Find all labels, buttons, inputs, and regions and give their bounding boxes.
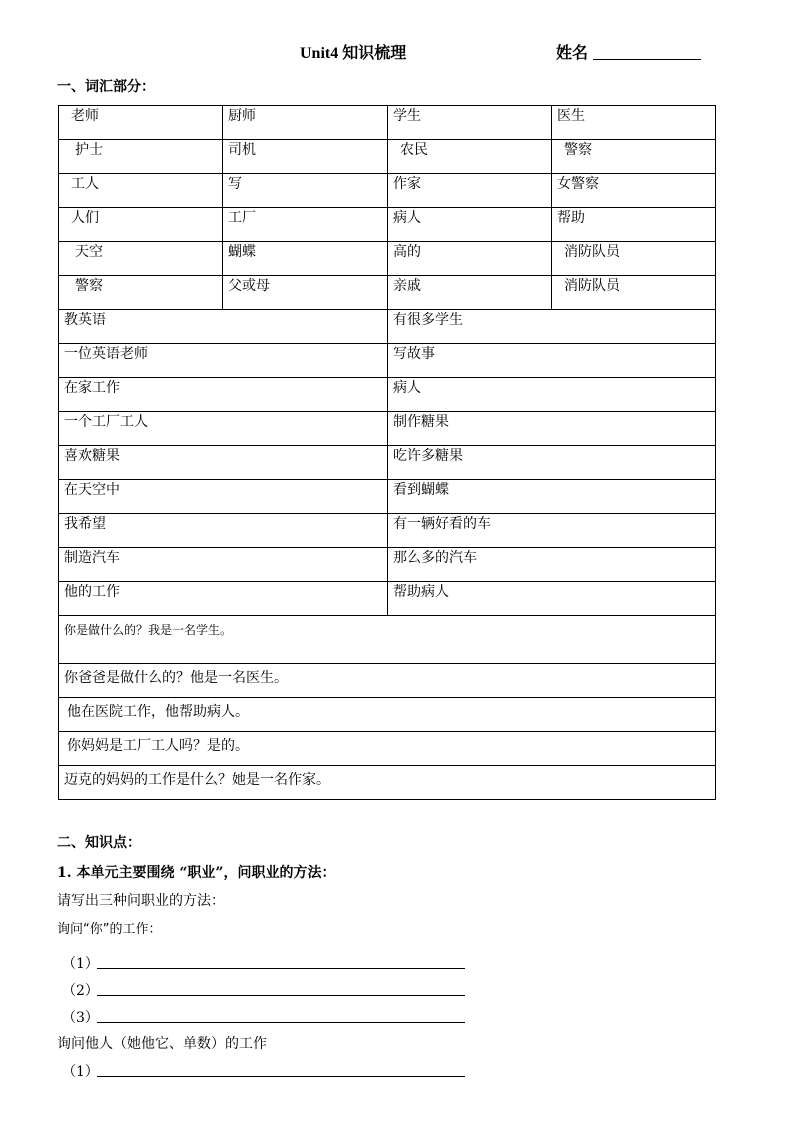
word-cell: 厨师 — [223, 106, 388, 140]
word-cell: 消防队员 — [552, 276, 716, 310]
phrase-row — [59, 378, 716, 412]
knowledge-point-1-title: 1. 本单元主要围绕 “职业”，问职业的方法： — [57, 865, 336, 881]
word-cell: 警察 — [552, 140, 716, 174]
phrase-row — [59, 548, 716, 582]
blank-number: （3） — [62, 1010, 99, 1026]
word-row — [59, 106, 716, 140]
word-cell: 警察 — [59, 276, 223, 310]
phrase-cell: 制作糖果 — [388, 412, 716, 446]
name-blank-line[interactable] — [593, 59, 701, 60]
blank-number: （2） — [62, 983, 99, 999]
section2-heading: 二、知识点： — [57, 835, 141, 851]
phrase-row — [59, 310, 716, 344]
word-cell: 工厂 — [223, 208, 388, 242]
phrase-cell: 那么多的汽车 — [388, 548, 716, 582]
phrase-cell: 在家工作 — [59, 378, 388, 412]
sentence-row — [59, 766, 716, 800]
sentence-cell: 他在医院工作，他帮助病人。 — [59, 698, 716, 732]
word-cell: 病人 — [388, 208, 552, 242]
name-label: 姓名 — [556, 43, 589, 62]
page-title: Unit4 知识梳理 — [300, 45, 407, 62]
phrase-cell: 写故事 — [388, 344, 716, 378]
word-cell: 农民 — [388, 140, 552, 174]
word-cell: 父或母 — [223, 276, 388, 310]
phrase-cell: 我希望 — [59, 514, 388, 548]
sentence-row — [59, 616, 716, 664]
word-cell: 人们 — [59, 208, 223, 242]
sentence-row — [59, 698, 716, 732]
word-cell: 写 — [223, 174, 388, 208]
word-cell: 亲戚 — [388, 276, 552, 310]
word-cell: 老师 — [59, 106, 223, 140]
sentence-cell: 迈克的妈妈的工作是什么？她是一名作家。 — [59, 766, 716, 800]
word-cell: 作家 — [388, 174, 552, 208]
word-cell: 司机 — [223, 140, 388, 174]
phrase-row — [59, 344, 716, 378]
blank-number: （1） — [62, 1064, 99, 1080]
word-cell: 天空 — [59, 242, 223, 276]
answer-blank-line[interactable] — [97, 968, 465, 969]
sentence-row — [59, 732, 716, 766]
phrase-cell: 有很多学生 — [388, 310, 716, 344]
phrase-cell: 他的工作 — [59, 582, 388, 616]
word-cell: 消防队员 — [552, 242, 716, 276]
ask-others-label: 询问他人（她他它、单数）的工作 — [57, 1036, 267, 1052]
phrase-cell: 制造汽车 — [59, 548, 388, 582]
phrase-cell: 吃许多糖果 — [388, 446, 716, 480]
phrase-cell: 一个工厂工人 — [59, 412, 388, 446]
sentence-row — [59, 664, 716, 698]
phrase-cell: 一位英语老师 — [59, 344, 388, 378]
phrase-cell: 病人 — [388, 378, 716, 412]
word-cell: 女警察 — [552, 174, 716, 208]
word-row — [59, 174, 716, 208]
instruction-text: 请写出三种问职业的方法： — [57, 893, 225, 909]
phrase-row — [59, 412, 716, 446]
word-cell: 工人 — [59, 174, 223, 208]
word-row — [59, 242, 716, 276]
blank-number: （1） — [62, 956, 99, 972]
phrase-row — [59, 446, 716, 480]
sentence-cell: 你妈妈是工厂工人吗？是的。 — [59, 732, 716, 766]
word-cell: 帮助 — [552, 208, 716, 242]
sentence-cell: 你爸爸是做什么的？他是一名医生。 — [59, 664, 716, 698]
word-cell: 医生 — [552, 106, 716, 140]
phrase-row — [59, 480, 716, 514]
answer-blank-line[interactable] — [97, 1076, 465, 1077]
ask-you-label: 询问“你”的工作： — [57, 922, 162, 937]
phrase-cell: 看到蝴蝶 — [388, 480, 716, 514]
section1-heading: 一、词汇部分： — [57, 79, 155, 95]
answer-blank-line[interactable] — [97, 995, 465, 996]
word-cell: 学生 — [388, 106, 552, 140]
phrase-cell: 喜欢糖果 — [59, 446, 388, 480]
answer-blank-line[interactable] — [97, 1022, 465, 1023]
word-cell: 护士 — [59, 140, 223, 174]
phrase-row — [59, 514, 716, 548]
word-row — [59, 276, 716, 310]
word-cell: 高的 — [388, 242, 552, 276]
word-row — [59, 208, 716, 242]
vocabulary-table — [58, 105, 716, 800]
phrase-cell: 在天空中 — [59, 480, 388, 514]
word-cell: 蝴蝶 — [223, 242, 388, 276]
phrase-cell: 帮助病人 — [388, 582, 716, 616]
sentence-cell: 你是做什么的？我是一名学生。 — [59, 616, 716, 664]
phrase-row — [59, 582, 716, 616]
phrase-cell: 教英语 — [59, 310, 388, 344]
word-row — [59, 140, 716, 174]
phrase-cell: 有一辆好看的车 — [388, 514, 716, 548]
